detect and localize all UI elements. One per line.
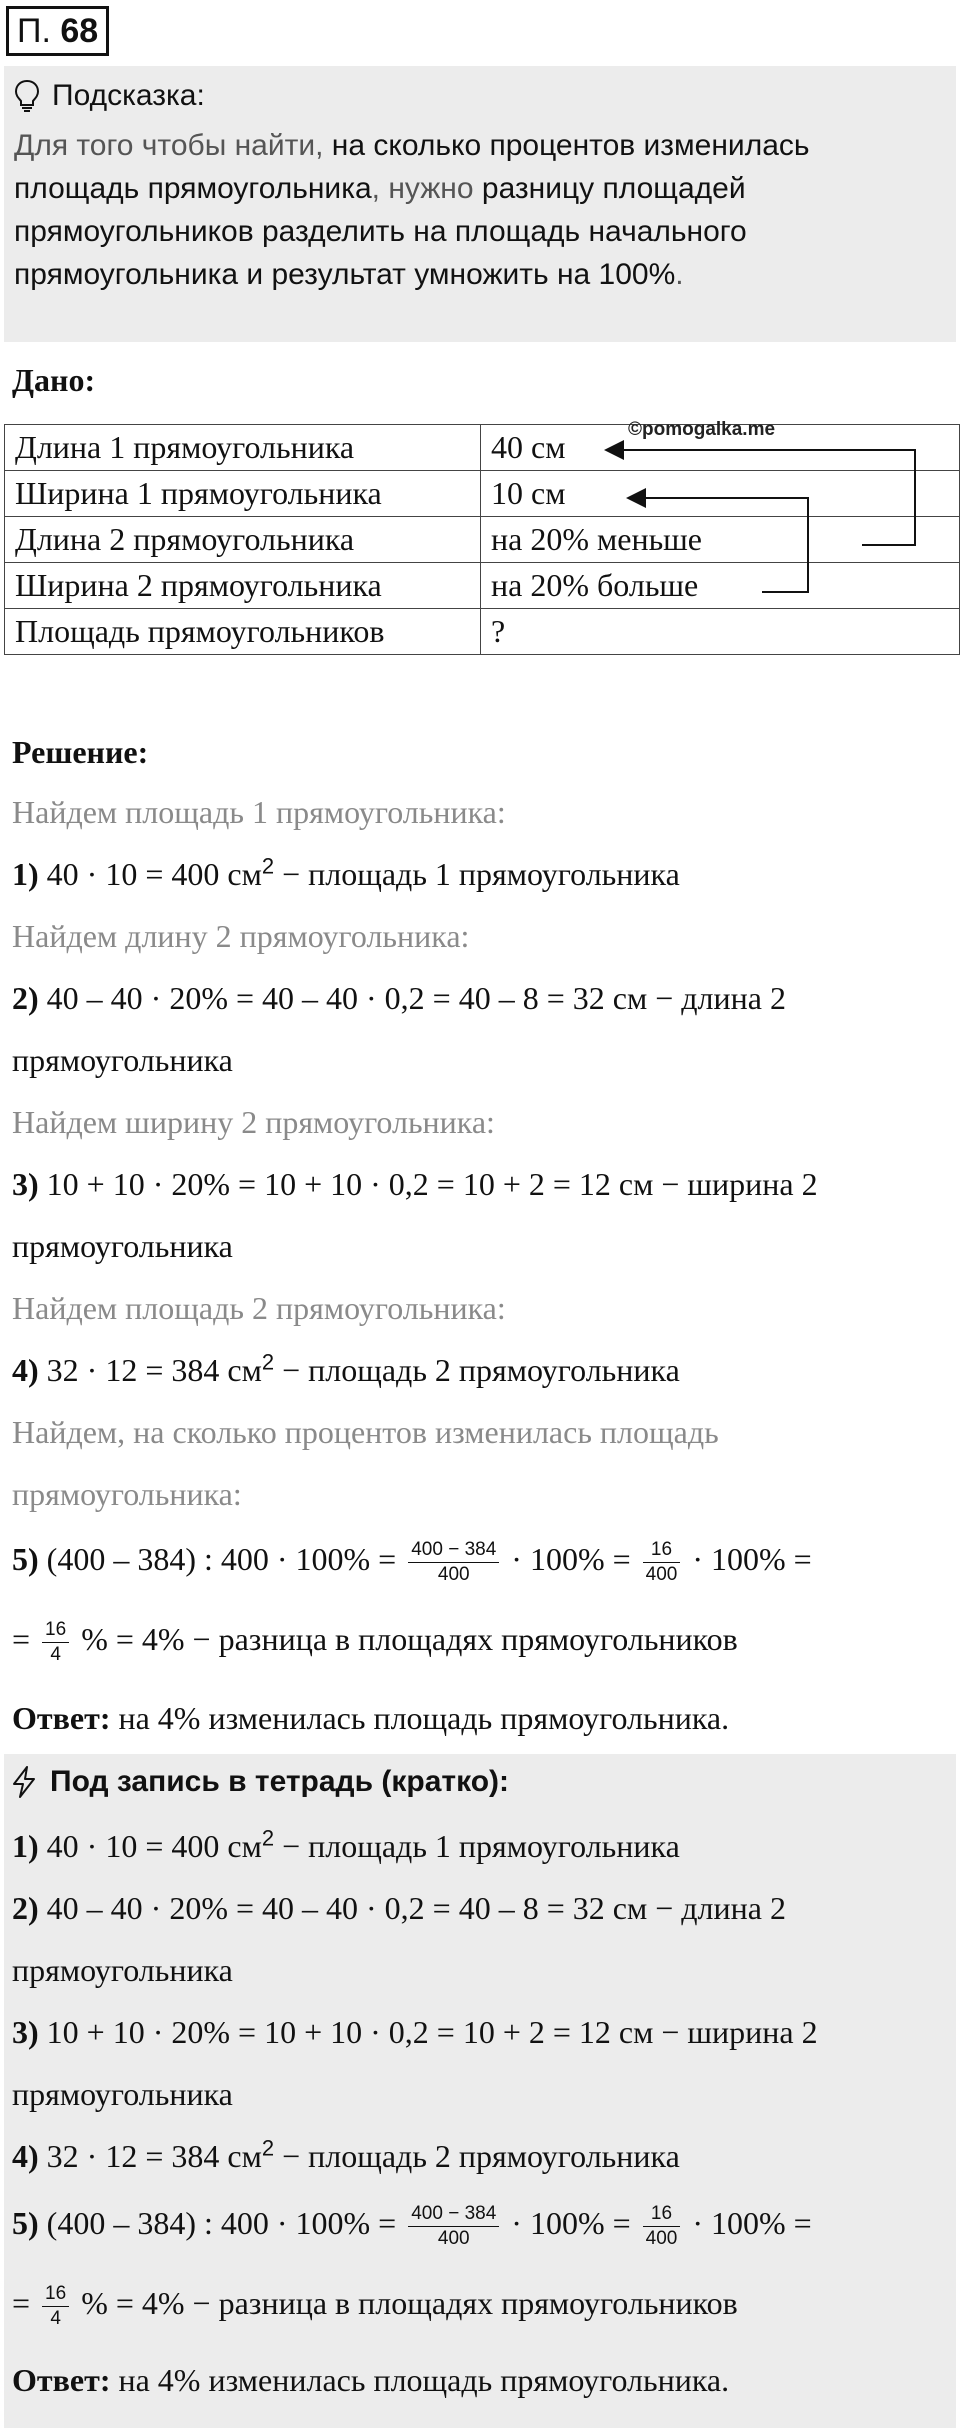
watermark: ©pomogalka.me <box>628 419 776 440</box>
hint-part-3: , нужно <box>371 172 482 205</box>
fraction <box>408 2202 499 2251</box>
step-3-continued: прямоугольника <box>12 1228 233 1264</box>
step-tail: − площадь 1 прямоугольника <box>274 1828 680 1864</box>
brief-answer <box>12 2362 729 2399</box>
hint-part-1: Для того чтобы найти, <box>14 129 332 162</box>
step-2 <box>12 980 786 1017</box>
given-value-cell: на 20% больше <box>481 563 960 609</box>
fraction <box>42 1618 69 1667</box>
fraction-denominator: 400 <box>645 1564 678 1585</box>
step-1 <box>12 853 680 893</box>
step-number: 3) <box>12 2014 39 2050</box>
given-label: Дано: <box>12 362 96 398</box>
fraction-denominator: 400 <box>645 2228 678 2249</box>
step-text: % = 4% − разница в площадях прямоугольников <box>73 1620 738 1657</box>
step-text: 40 · 10 = 400 см <box>38 856 262 892</box>
step-intro-3: Найдем ширину 2 прямоугольника: <box>12 1104 495 1140</box>
exponent: 2 <box>261 2135 275 2161</box>
step-text: (400 – 384) : 400 · 100% = <box>38 1540 405 1577</box>
step-number: 3) <box>12 1166 39 1202</box>
brief-step-3 <box>12 2014 818 2051</box>
step-intro-5-continued: прямоугольника: <box>12 1476 242 1512</box>
brief-step-5-continued <box>12 2282 738 2331</box>
step-5 <box>12 1538 812 1587</box>
exponent: 2 <box>261 1349 275 1375</box>
step-number: 4) <box>12 2138 39 2174</box>
step-text: (400 – 384) : 400 · 100% = <box>38 2204 405 2241</box>
hint-title-text: Подсказка: <box>52 79 205 112</box>
step-number: 4) <box>12 1352 39 1388</box>
brief-step-5 <box>12 2202 812 2251</box>
step-text: 10 + 10 · 20% = 10 + 10 · 0,2 = 10 + 2 = 12 см − ширина 2 <box>38 2014 818 2050</box>
answer-label: Ответ: <box>12 1700 111 1736</box>
solution-label: Решение: <box>12 734 149 770</box>
step-5-continued <box>12 1618 738 1667</box>
fraction-numerator: 400 − 384 <box>408 2202 499 2227</box>
step-text: · 100% = <box>503 1540 639 1577</box>
hint-part-5: . <box>675 258 684 291</box>
given-name-cell: Площадь прямоугольников <box>5 609 481 655</box>
fraction-numerator: 400 − 384 <box>408 1538 499 1563</box>
problem-number-value: 68 <box>60 12 99 50</box>
given-name-cell: Длина 1 прямоугольника <box>5 425 481 471</box>
hint-part-2: на сколько процентов изменилась площадь прямоугольника <box>14 129 810 205</box>
step-tail: − площадь 1 прямоугольника <box>274 856 680 892</box>
step-4 <box>12 1349 680 1389</box>
table-arrows <box>0 0 960 700</box>
fraction-denominator: 400 <box>437 2228 470 2249</box>
step-number: 2) <box>12 980 39 1016</box>
step-number: 5) <box>12 2204 39 2241</box>
fraction <box>643 1538 681 1587</box>
step-text: = <box>12 1620 39 1657</box>
fraction-numerator: 16 <box>643 1538 681 1563</box>
step-number: 2) <box>12 1890 39 1926</box>
step-text: 40 · 10 = 400 см <box>38 1828 262 1864</box>
fraction-numerator: 16 <box>643 2202 681 2227</box>
brief-step-3-continued: прямоугольника <box>12 2076 233 2112</box>
fraction <box>643 2202 681 2251</box>
brief-title-text: Под запись в тетрадь (кратко): <box>50 1765 510 1798</box>
fraction <box>408 1538 499 1587</box>
fraction-denominator: 400 <box>437 1564 470 1585</box>
fraction-denominator: 4 <box>50 2308 61 2329</box>
step-number: 1) <box>12 856 39 892</box>
brief-step-2 <box>12 1890 786 1927</box>
given-value-cell: 40 см <box>481 425 960 471</box>
step-2-continued: прямоугольника <box>12 1042 233 1078</box>
step-number: 5) <box>12 1540 39 1577</box>
step-intro-4: Найдем площадь 2 прямоугольника: <box>12 1290 506 1326</box>
exponent: 2 <box>261 853 275 879</box>
given-name-cell: Ширина 1 прямоугольника <box>5 471 481 517</box>
fraction-denominator: 4 <box>50 1644 61 1665</box>
step-intro-5: Найдем, на сколько процентов изменилась площадь <box>12 1414 719 1450</box>
brief-step-1 <box>12 1825 680 1865</box>
answer <box>12 1700 729 1737</box>
step-number: 1) <box>12 1828 39 1864</box>
fraction-numerator: 16 <box>42 1618 69 1643</box>
step-tail: − площадь 2 прямоугольника <box>274 2138 680 2174</box>
step-intro-1: Найдем площадь 1 прямоугольника: <box>12 794 506 830</box>
step-tail: − площадь 2 прямоугольника <box>274 1352 680 1388</box>
step-text: % = 4% − разница в площадях прямоугольников <box>73 2284 738 2321</box>
step-text: · 100% = <box>684 1540 812 1577</box>
arrow-width <box>628 498 808 592</box>
step-text: · 100% = <box>503 2204 639 2241</box>
problem-prefix: П. <box>17 12 51 50</box>
given-value-cell: на 20% меньше <box>481 517 960 563</box>
step-text: 40 – 40 · 20% = 40 – 40 · 0,2 = 40 – 8 = 32 см − длина 2 <box>38 1890 786 1926</box>
fraction-numerator: 16 <box>42 2282 69 2307</box>
given-name-cell: Длина 2 прямоугольника <box>5 517 481 563</box>
answer-text: на 4% изменилась площадь прямоугольника. <box>110 2362 730 2398</box>
exponent: 2 <box>261 1825 275 1851</box>
step-text: 40 – 40 · 20% = 40 – 40 · 0,2 = 40 – 8 = 32 см − длина 2 <box>38 980 786 1016</box>
given-value-cell: ? <box>481 609 960 655</box>
step-intro-2: Найдем длину 2 прямоугольника: <box>12 918 470 954</box>
step-3 <box>12 1166 818 1203</box>
fraction <box>42 2282 69 2331</box>
brief-step-4 <box>12 2135 680 2175</box>
given-name-cell: Ширина 2 прямоугольника <box>5 563 481 609</box>
brief-title <box>10 1762 509 1802</box>
step-text: · 100% = <box>684 2204 812 2241</box>
hint-part-4: разницу площадей прямоугольников разделить на площадь начального прямоугольника и результат умножить на 100% <box>14 172 747 291</box>
step-text: = <box>12 2284 39 2321</box>
lightning-icon <box>10 1765 38 1799</box>
brief-step-2-continued: прямоугольника <box>12 1952 233 1988</box>
given-value-cell: 10 см <box>481 471 960 517</box>
step-text: 32 · 12 = 384 см <box>38 1352 262 1388</box>
answer-label: Ответ: <box>12 2362 111 2398</box>
step-text: 10 + 10 · 20% = 10 + 10 · 0,2 = 10 + 2 = 12 см − ширина 2 <box>38 1166 818 1202</box>
answer-text: на 4% изменилась площадь прямоугольника. <box>110 1700 730 1736</box>
step-text: 32 · 12 = 384 см <box>38 2138 262 2174</box>
